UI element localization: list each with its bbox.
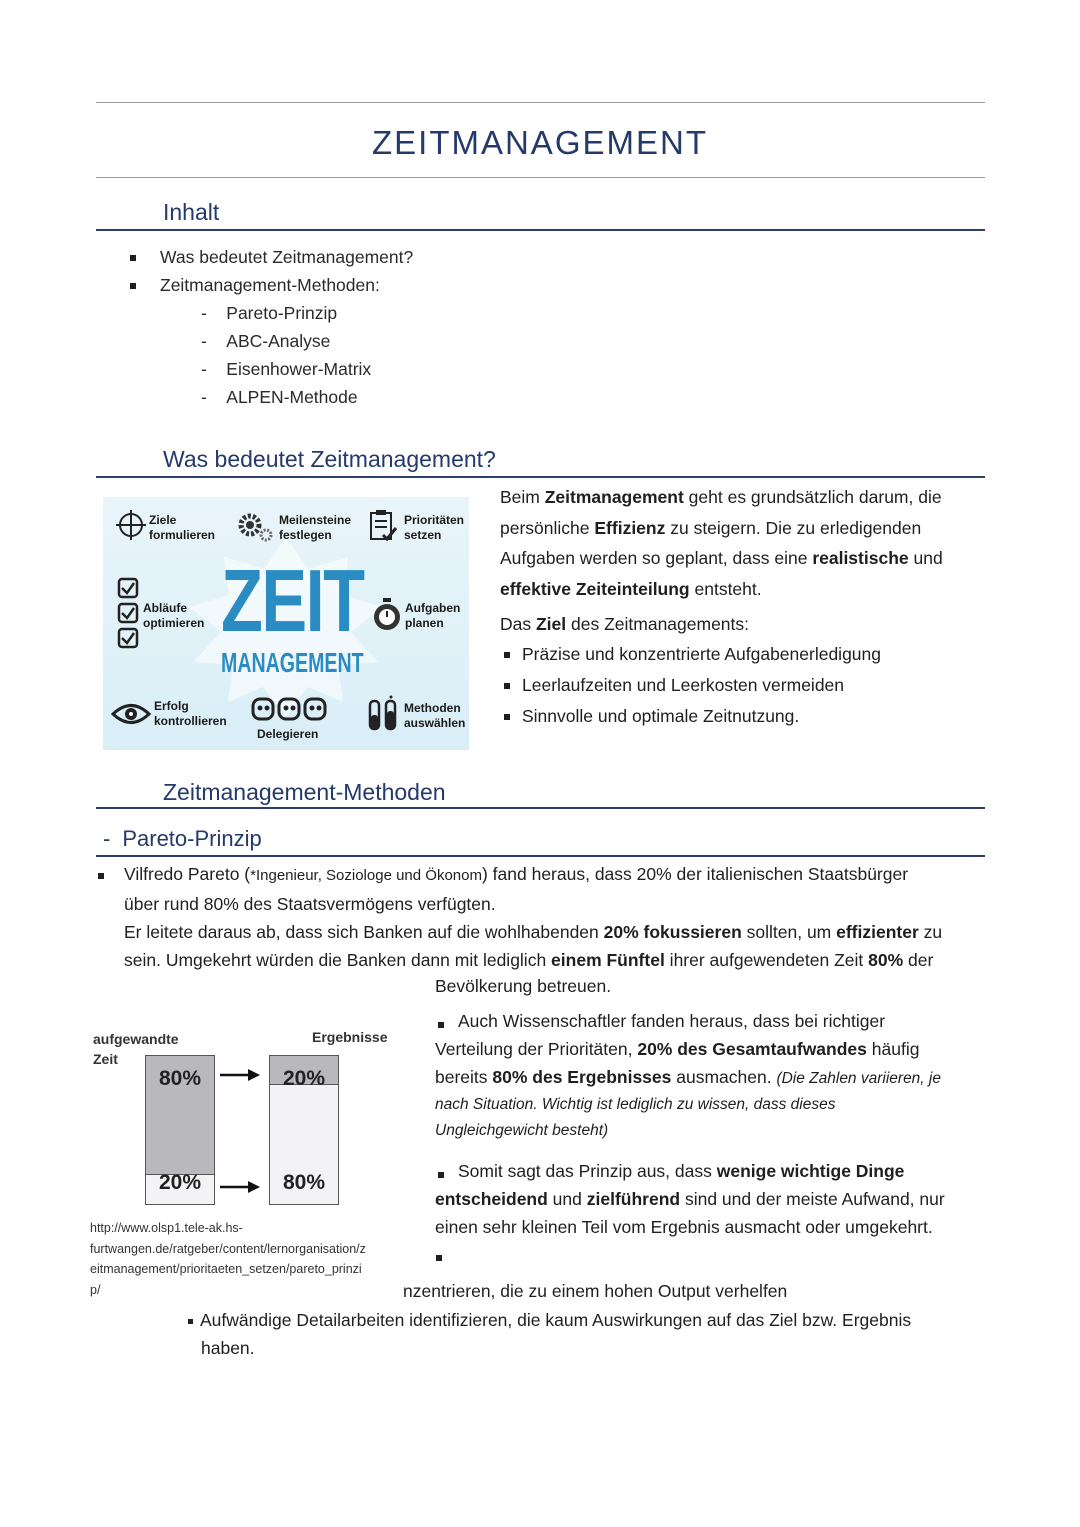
page-title: ZEITMANAGEMENT <box>371 124 708 161</box>
infographic-label-meilensteine: Meilensteine festlegen <box>279 513 352 542</box>
infographic-label-ablaeufe: Abläufe optimieren <box>143 601 205 630</box>
target-crosshair-icon <box>115 509 147 541</box>
infographic-label-delegieren: Delegieren <box>257 727 319 741</box>
goal-bullet: Sinnvolle und optimale Zeitnutzung. <box>504 702 799 730</box>
chart-header-left: aufgewandte Zeit <box>93 1031 179 1067</box>
section-rule <box>96 807 985 809</box>
bullet-square-icon <box>98 873 104 879</box>
section-heading-methods: Zeitmanagement-Methoden <box>163 779 446 805</box>
pareto-note: nach Situation. Wichtig ist lediglich zu wissen, dass dieses Ungleichgewicht besteht) <box>435 1096 836 1139</box>
toc-item[interactable]: Was bedeutet Zeitmanagement? <box>130 247 413 268</box>
pareto-paragraph-3: Somit sagt das Prinzip aus, dass wenige wichtige Dinge entscheidend und zielführend sind und der meiste Aufwand, nur einen sehr kleinen Teil vom Ergebnis ausmacht oder umgekehrt. <box>435 1161 945 1237</box>
toc-subitem[interactable]: - Eisenhower-Matrix <box>201 359 372 379</box>
source-url[interactable]: http://www.olsp1.tele-ak.hs- furtwangen.de/ratgeber/content/lernorganisation/z eitmanagement/prioritaeten_setzen/pareto_prinzi p/ <box>90 1221 366 1297</box>
clipboard-checklist-icon <box>369 509 399 545</box>
pareto-rule <box>96 855 985 857</box>
goal-bullet: Präzise und konzentrierte Aufgabenerledigung <box>504 640 881 668</box>
pareto-paragraph-1-end: Bevölkerung betreuen. <box>435 976 612 996</box>
bullet-square-icon <box>188 1319 193 1324</box>
infographic-label-ziele: Ziele formulieren <box>149 513 216 542</box>
goal-bullet: Leerlaufzeiten und Leerkosten vermeiden <box>504 671 844 699</box>
last-bullet: Aufwändige Detailarbeiten identifizieren, die kaum Auswirkungen auf das Ziel bzw. Ergebnis haben. <box>188 1306 978 1362</box>
eye-icon <box>111 701 151 727</box>
infographic-zeit: ZEIT <box>221 551 364 650</box>
bar-value-label: 20% <box>158 1171 202 1194</box>
infographic-label-methoden: Methoden auswählen <box>404 701 466 730</box>
test-tubes-icon <box>367 695 401 733</box>
truncated-line: nzentrieren, die zu einem hohen Output verhelfen <box>403 1281 788 1301</box>
bullet-square-icon <box>504 714 510 720</box>
section-rule <box>96 476 985 478</box>
pareto-heading: - Pareto-Prinzip <box>103 826 262 851</box>
title-rule-top <box>96 102 985 103</box>
toc-subitem[interactable]: - ABC-Analyse <box>201 331 331 351</box>
bullet-square-icon <box>436 1255 442 1261</box>
arrow-right-icon <box>218 1065 264 1085</box>
bullet-square-icon <box>130 283 136 289</box>
zeitmanagement-infographic <box>103 497 469 750</box>
bullet-square-icon <box>504 652 510 658</box>
chart-header-right: Ergebnisse <box>312 1029 388 1045</box>
gears-icon <box>236 511 274 543</box>
checkbox-list-icon <box>117 577 141 653</box>
people-group-icon <box>251 697 327 723</box>
toc-subitem[interactable]: - Pareto-Prinzip <box>201 303 338 323</box>
infographic-management: MANAGEMENT <box>221 647 364 678</box>
bullet-square-icon <box>130 255 136 261</box>
bar-value-label: 80% <box>282 1171 326 1194</box>
title-rule-bottom <box>96 177 985 178</box>
toc-subitem[interactable]: - ALPEN-Methode <box>201 387 358 407</box>
toc-heading: Inhalt <box>163 199 220 225</box>
stopwatch-icon <box>371 597 403 633</box>
bar-value-label: 20% <box>282 1067 326 1090</box>
pareto-paragraph-2: Auch Wissenschaftler fanden heraus, dass bei richtiger Verteilung der Prioritäten, 20% des Gesamtaufwandes häufig bereits 80% des Ergebnisses ausmachen. (Die Zahlen variieren, je <box>435 1011 941 1087</box>
arrow-right-icon <box>218 1177 264 1197</box>
definition-paragraph: Beim Zeitmanagement geht es grundsätzlich darum, die persönliche Effizienz zu steigern. Die zu erledigenden Aufgaben werden so geplant, dass eine realistische und effektive Zeiteinteilung entsteht. <box>500 487 943 599</box>
bullet-square-icon <box>504 683 510 689</box>
section-heading-what: Was bedeutet Zeitmanagement? <box>163 446 496 472</box>
toc-rule <box>96 229 985 231</box>
bar-column-aufgewandte-zeit <box>145 1055 215 1205</box>
goal-line: Das Ziel des Zeitmanagements: <box>500 614 750 634</box>
toc-item[interactable]: Zeitmanagement-Methoden: <box>130 275 380 296</box>
infographic-label-prioritaeten: Prioritäten setzen <box>404 513 465 542</box>
bar-column-ergebnisse <box>269 1055 339 1205</box>
pareto-paragraph-1: Vilfredo Pareto (*Ingenieur, Soziologe und Ökonom) fand heraus, dass 20% der italienischen Staatsbürger über rund 80% des Staatsvermögens verfügten. Er leitete daraus ab, dass sich Banken auf die wohlhabenden 20% fokussieren sollten, um effizienter zu sein. Umgekehrt würden die Banken dann mit lediglich einem Fünftel ihrer aufgewendeten Zeit 80% der <box>124 864 943 970</box>
bar-value-label: 80% <box>158 1067 202 1090</box>
infographic-label-erfolg: Erfolg kontrollieren <box>154 699 227 728</box>
pareto-chart <box>90 1025 410 1215</box>
infographic-label-aufgaben: Aufgaben planen <box>405 601 461 630</box>
